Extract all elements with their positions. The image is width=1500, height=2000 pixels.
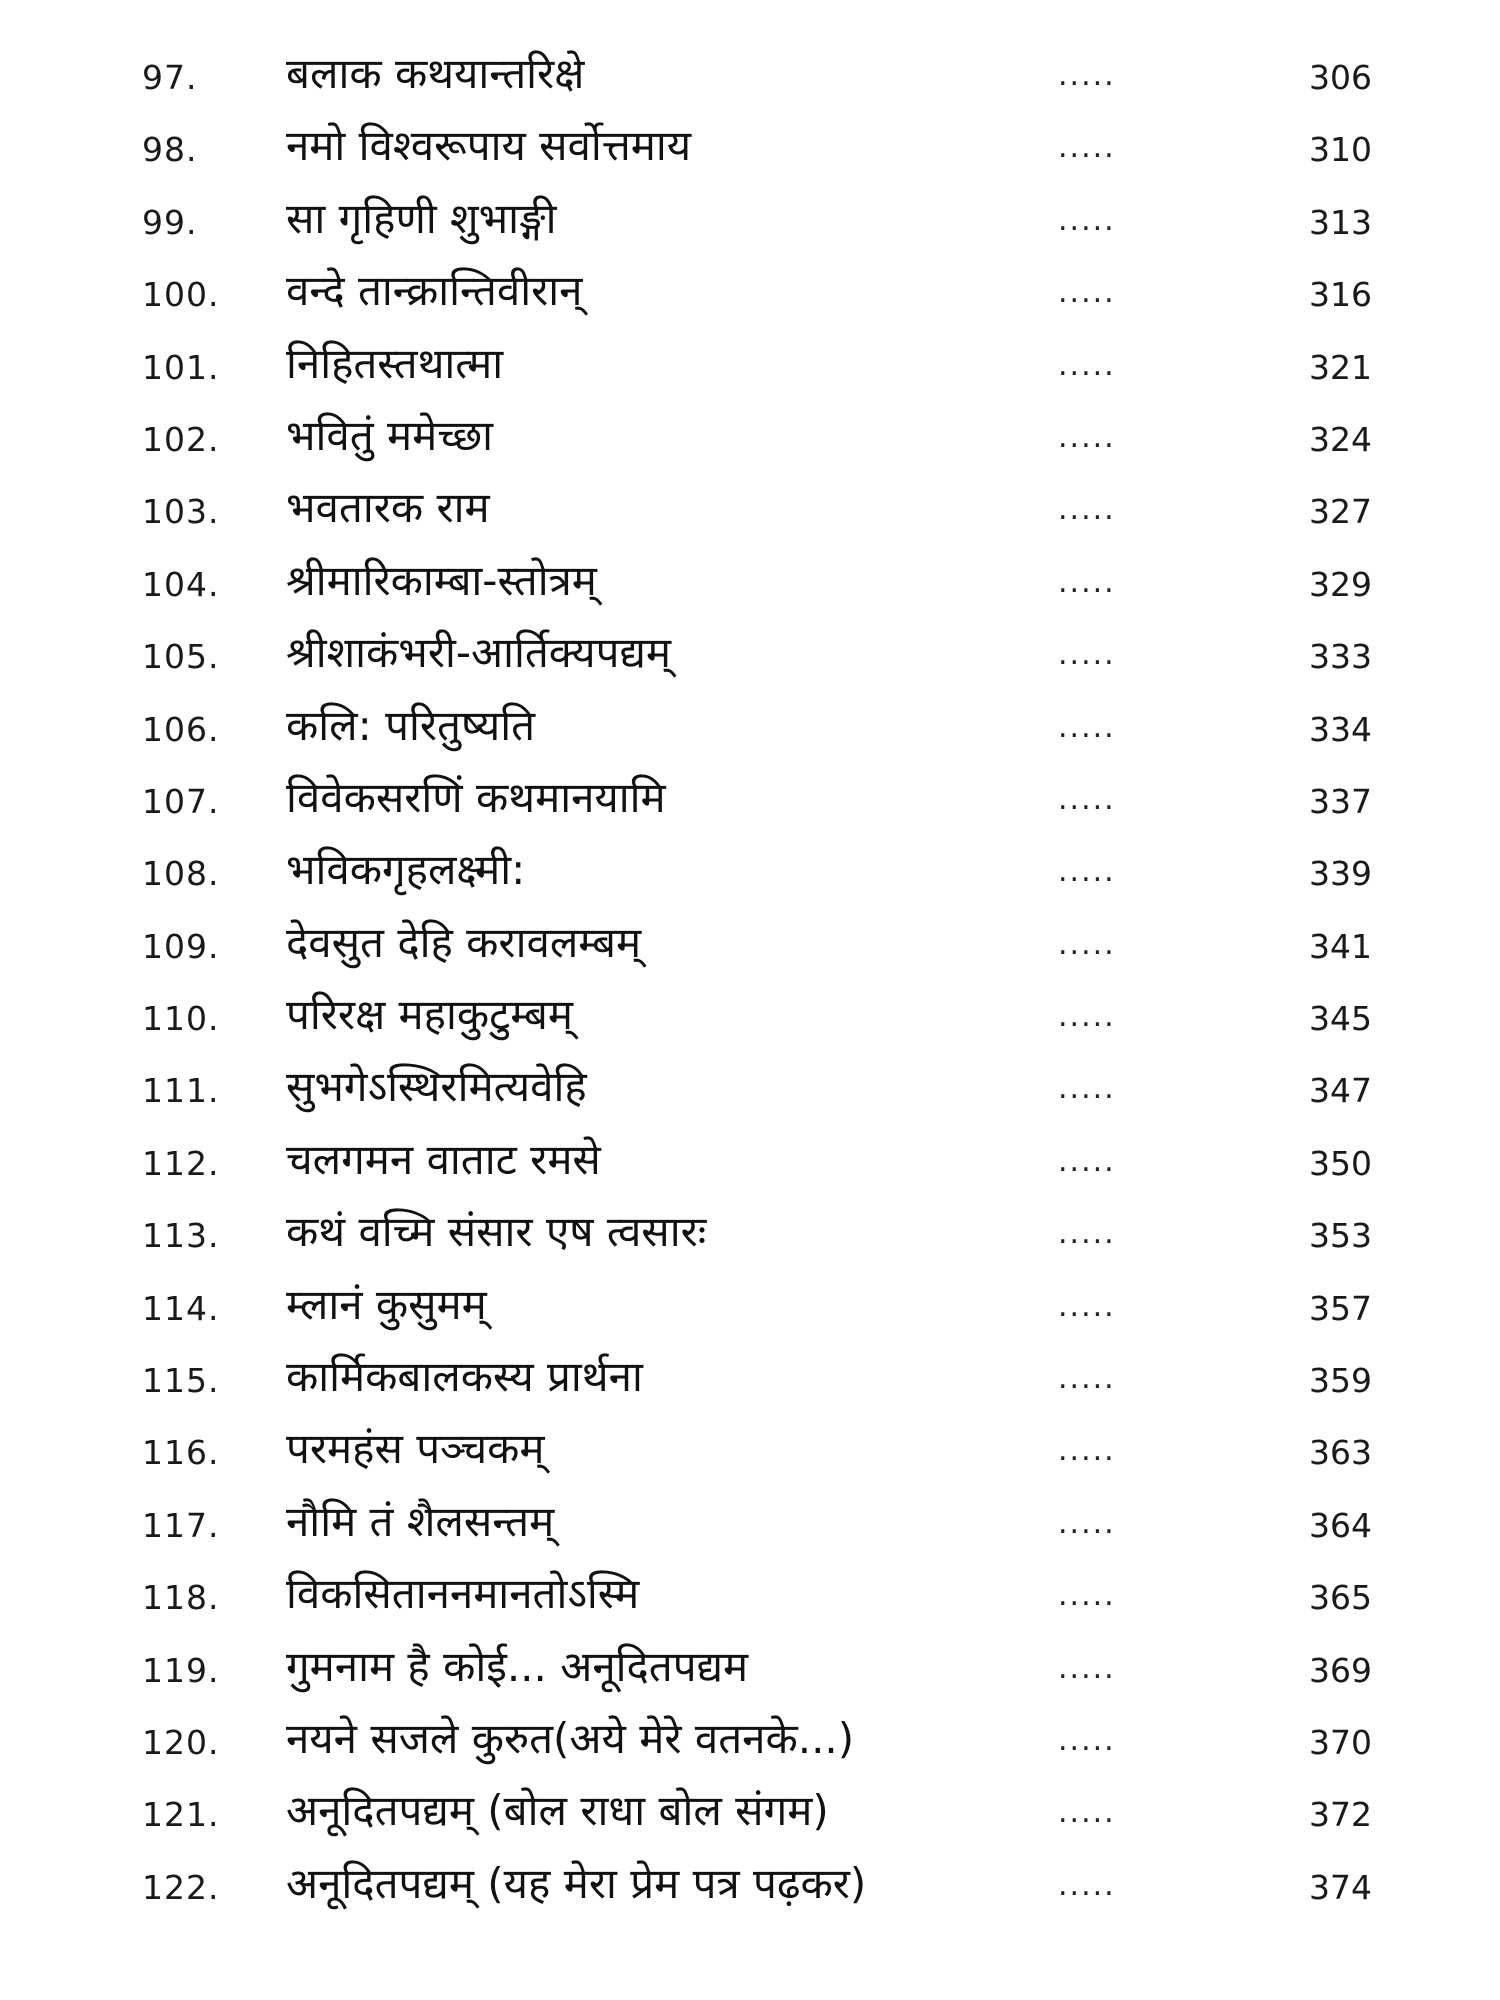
dot-leader: ..... [1058,1505,1116,1541]
dot-leader: ..... [1058,999,1116,1035]
dot-leader: ..... [1058,202,1116,238]
entry-page-number: 345 [1309,999,1372,1039]
dot-leader: ..... [1058,347,1116,383]
toc-entry [0,1347,1500,1419]
entry-title: निहितस्तथात्मा [286,338,504,388]
entry-page-number: 365 [1309,1578,1372,1618]
dot-leader: ..... [1058,1433,1116,1469]
dot-leader: ..... [1058,1722,1116,1758]
toc-entry [0,1419,1500,1491]
entry-page-number: 363 [1309,1433,1372,1473]
entry-title: सा गृहिणी शुभाङ्गी [286,193,557,243]
dot-leader: ..... [1058,1071,1116,1107]
entry-title: परमहंस पञ्चकम् [286,1424,545,1474]
entry-page-number: 339 [1309,854,1372,894]
entry-number: 109. [142,926,220,966]
entry-page-number: 374 [1309,1867,1372,1907]
toc-entry [0,1781,1500,1853]
entry-title: चलगमन वाताट रमसे [286,1134,601,1184]
entry-page-number: 372 [1309,1795,1372,1835]
dot-leader: ..... [1058,492,1116,528]
toc-entry [0,985,1500,1057]
entry-title: विवेकसरणिं कथमानयामि [286,772,666,822]
entry-number: 114. [142,1288,220,1328]
entry-number: 119. [142,1650,220,1690]
entry-title: बलाक कथयान्तरिक्षे [286,49,585,98]
entry-number: 98. [142,130,198,170]
entry-number: 121. [142,1795,220,1835]
entry-title: नौमि तं शैलसन्तम् [286,1496,555,1546]
toc-entry [0,478,1500,550]
entry-title: अनूदितपद्यम् (बोल राधा बोल संगम) [286,1786,829,1836]
entry-number: 100. [142,275,220,315]
entry-page-number: 347 [1309,1071,1372,1111]
entry-page-number: 353 [1309,1216,1372,1256]
entry-page-number: 370 [1309,1722,1372,1762]
dot-leader: ..... [1058,1361,1116,1397]
entry-page-number: 313 [1309,202,1372,242]
toc-entry [0,1709,1500,1781]
toc-entry [0,1854,1500,1926]
toc-entry [0,116,1500,188]
entry-page-number: 350 [1309,1143,1372,1183]
dot-leader: ..... [1058,1795,1116,1831]
entry-number: 108. [142,854,220,894]
toc-entry [0,1637,1500,1709]
dot-leader: ..... [1058,1650,1116,1686]
toc-entry [0,334,1500,406]
entry-title: देवसुत देहि करावलम्बम् [286,917,642,967]
entry-number: 110. [142,999,220,1039]
dot-leader: ..... [1058,1143,1116,1179]
dot-leader: ..... [1058,926,1116,962]
dot-leader: ..... [1058,1578,1116,1614]
entry-title: भविकगृहलक्ष्मी: [286,845,526,895]
entry-page-number: 327 [1309,492,1372,532]
entry-number: 105. [142,637,220,677]
entry-title: नमो विश्वरूपाय सर्वोत्तमाय [286,121,692,171]
entry-number: 101. [142,347,220,387]
entry-page-number: 364 [1309,1505,1372,1545]
entry-number: 107. [142,781,220,821]
entry-page-number: 341 [1309,926,1372,966]
dot-leader: ..... [1058,564,1116,600]
toc-entry [0,1057,1500,1129]
toc-entry [0,189,1500,261]
entry-page-number: 310 [1309,130,1372,170]
entry-number: 122. [142,1867,220,1907]
entry-page-number: 316 [1309,275,1372,315]
dot-leader: ..... [1058,781,1116,817]
entry-page-number: 333 [1309,637,1372,677]
toc-entry [0,1130,1500,1202]
entry-page-number: 337 [1309,781,1372,821]
entry-number: 117. [142,1505,220,1545]
entry-title: श्रीमारिकाम्बा-स्तोत्रम् [286,555,597,605]
entry-page-number: 324 [1309,419,1372,459]
dot-leader: ..... [1058,709,1116,745]
dot-leader: ..... [1058,1216,1116,1252]
toc-entry [0,1492,1500,1564]
entry-title: श्रीशाकंभरी-आर्तिक्यपद्यम् [286,628,672,678]
dot-leader: ..... [1058,1867,1116,1903]
entry-title: सुभगेऽस्थिरमित्यवेहि [286,1062,587,1112]
toc-entry [0,913,1500,985]
dot-leader: ..... [1058,637,1116,673]
entry-page-number: 329 [1309,564,1372,604]
toc-entry [0,1564,1500,1636]
toc-entry [0,840,1500,912]
dot-leader: ..... [1058,854,1116,890]
entry-number: 106. [142,709,220,749]
dot-leader: ..... [1058,275,1116,311]
entry-title: गुमनाम है कोई... अनूदितपद्यम [286,1641,749,1691]
entry-number: 99. [142,202,198,242]
toc-entry [0,768,1500,840]
entry-title: कथं वच्मि संसार एष त्वसारः [286,1207,707,1257]
entry-title: कलि: परितुष्यति [286,700,536,750]
toc-entry [0,623,1500,695]
entry-title: नयने सजले कुरुत(अये मेरे वतनके...) [286,1713,855,1763]
entry-number: 104. [142,564,220,604]
entry-page-number: 334 [1309,709,1372,749]
dot-leader: ..... [1058,419,1116,455]
entry-title: अनूदितपद्यम् (यह मेरा प्रेम पत्र पढ़कर) [286,1858,867,1908]
entry-number: 112. [142,1143,220,1183]
entry-number: 102. [142,419,220,459]
toc-entry [0,406,1500,478]
entry-number: 103. [142,492,220,532]
toc-entry [0,1202,1500,1274]
entry-title: भवितुं ममेच्छा [286,410,494,460]
entry-number: 111. [142,1071,220,1111]
toc-entry [0,551,1500,623]
toc-entry [0,44,1500,116]
toc-entry [0,1275,1500,1347]
table-of-contents [0,44,1500,1926]
dot-leader: ..... [1058,130,1116,166]
entry-title: वन्दे तान्क्रान्तिवीरान् [286,266,583,316]
entry-page-number: 359 [1309,1361,1372,1401]
entry-number: 97. [142,58,198,97]
entry-number: 120. [142,1722,220,1762]
entry-number: 118. [142,1578,220,1618]
entry-page-number: 369 [1309,1650,1372,1690]
entry-number: 116. [142,1433,220,1473]
entry-number: 115. [142,1361,220,1401]
entry-title: कार्मिकबालकस्य प्रार्थना [286,1352,643,1402]
entry-page-number: 357 [1309,1288,1372,1328]
dot-leader: ..... [1058,1288,1116,1324]
toc-entry [0,261,1500,333]
entry-page-number: 321 [1309,347,1372,387]
toc-entry [0,696,1500,768]
dot-leader: ..... [1058,58,1116,93]
entry-number: 113. [142,1216,220,1256]
entry-page-number: 306 [1309,58,1372,97]
entry-title: म्लानं कुसुमम् [286,1279,487,1329]
entry-title: परिरक्ष महाकुटुम्बम् [286,990,574,1040]
entry-title: भवतारक राम [286,483,490,533]
entry-title: विकसिताननमानतोऽस्मि [286,1569,640,1619]
